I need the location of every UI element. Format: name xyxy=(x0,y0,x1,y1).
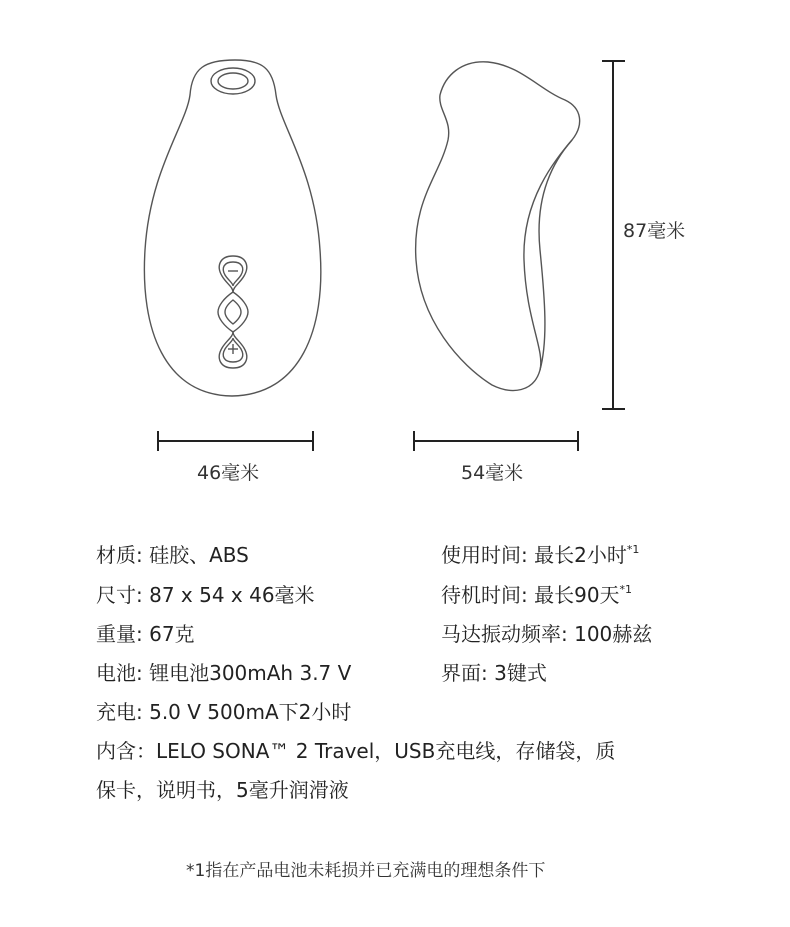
footnote: *1指在产品电池未耗损并已充满电的理想条件下 xyxy=(186,861,546,881)
height-label: 87毫米 xyxy=(623,220,686,242)
spec-usage-time-text: 使用时间: 最长2小时 xyxy=(441,543,627,567)
width-dimension-line xyxy=(158,431,313,451)
spec-standby-time-text: 待机时间: 最长90天 xyxy=(441,583,620,607)
spec-battery: 电池: 锂电池300mAh 3.7 V xyxy=(96,661,352,685)
spec-contents-line2: 保卡，说明书，5毫升润滑液 xyxy=(96,778,349,802)
front-view xyxy=(144,60,320,396)
spec-usage-time-note: *1 xyxy=(626,543,640,556)
spec-weight: 重量: 67克 xyxy=(96,622,195,646)
depth-dimension-line xyxy=(414,431,578,451)
width-label: 46毫米 xyxy=(197,462,260,484)
spec-material: 材质: 硅胶、ABS xyxy=(96,543,249,567)
depth-label: 54毫米 xyxy=(461,462,524,484)
side-view xyxy=(416,62,580,391)
spec-charging: 充电: 5.0 V 500mA下2小时 xyxy=(96,700,352,724)
spec-contents-line1: 内含：LELO SONA™ 2 Travel，USB充电线，存储袋，质 xyxy=(96,739,616,763)
side-body-crease xyxy=(524,140,572,370)
spec-size: 尺寸: 87 x 54 x 46毫米 xyxy=(96,583,315,607)
spec-interface: 界面: 3键式 xyxy=(441,661,547,685)
spec-usage-time xyxy=(441,543,639,567)
spec-standby-time xyxy=(441,583,632,607)
spec-standby-time-note: *1 xyxy=(619,583,633,596)
side-body-outline xyxy=(416,62,580,391)
height-dimension-line xyxy=(602,61,625,409)
spec-motor-frequency: 马达振动频率: 100赫兹 xyxy=(441,622,653,646)
